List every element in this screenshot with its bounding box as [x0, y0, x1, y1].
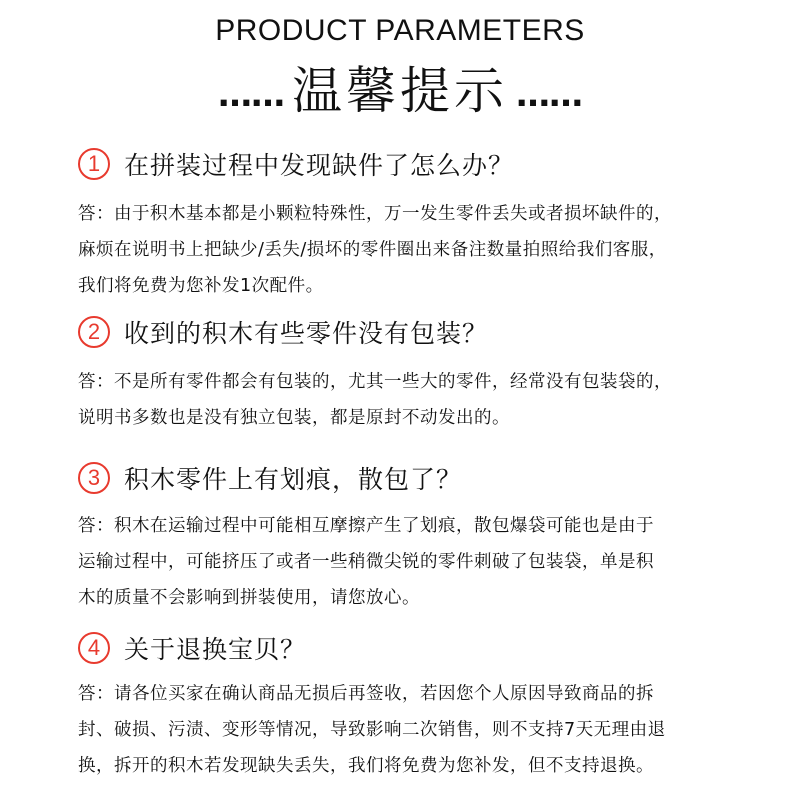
answer-line: 换，拆开的积木若发现缺失丢失，我们将免费为您补发，但不支持退换。 — [78, 756, 654, 776]
faq-question-4 — [78, 628, 306, 668]
faq-answer-2 — [78, 364, 768, 436]
title-dots-left: …… — [218, 75, 284, 115]
answer-line: 木的质量不会影响到拼装使用，请您放心。 — [78, 588, 420, 608]
circled-number-2-icon: 2 — [78, 316, 110, 348]
question-text: 收到的积木有些零件没有包装？ — [124, 319, 489, 348]
circled-number-1-icon: 1 — [78, 148, 110, 180]
title-english: PRODUCT PARAMETERS — [215, 14, 585, 47]
circled-number-3-icon: 3 — [78, 462, 110, 494]
answer-line: 封、破损、污渍、变形等情况，导致影响二次销售，则不支持7天无理由退 — [78, 720, 666, 740]
question-text: 关于退换宝贝？ — [124, 635, 307, 664]
title-chinese: 温馨提示 — [292, 62, 508, 120]
title-dots-right: …… — [516, 75, 582, 115]
faq-answer-1 — [78, 196, 768, 304]
faq-question-2 — [78, 312, 488, 352]
faq-answer-3 — [78, 508, 768, 616]
faq-question-3 — [78, 458, 462, 498]
question-text: 在拼装过程中发现缺件了怎么办？ — [124, 151, 515, 180]
circled-number-4-icon: 4 — [78, 632, 110, 664]
question-text: 积木零件上有划痕，散包了？ — [124, 465, 463, 494]
answer-line: 答：不是所有零件都会有包装的，尤其一些大的零件，经常没有包装袋的， — [78, 372, 672, 392]
answer-line: 运输过程中，可能挤压了或者一些稍微尖锐的零件刺破了包装袋，单是积 — [78, 552, 654, 572]
answer-line: 答：由于积木基本都是小颗粒特殊性，万一发生零件丢失或者损坏缺件的， — [78, 204, 672, 224]
faq-question-1 — [78, 144, 514, 184]
answer-line: 说明书多数也是没有独立包装，都是原封不动发出的。 — [78, 408, 510, 428]
answer-line: 麻烦在说明书上把缺少/丢失/损坏的零件圈出来备注数量拍照给我们客服， — [78, 240, 667, 260]
title-chinese-row — [0, 56, 800, 126]
answer-line: 答：积木在运输过程中可能相互摩擦产生了划痕，散包爆袋可能也是由于 — [78, 516, 654, 536]
answer-line: 我们将免费为您补发1次配件。 — [78, 276, 324, 296]
faq-answer-4 — [78, 676, 768, 784]
answer-line: 答：请各位买家在确认商品无损后再签收，若因您个人原因导致商品的拆 — [78, 684, 654, 704]
